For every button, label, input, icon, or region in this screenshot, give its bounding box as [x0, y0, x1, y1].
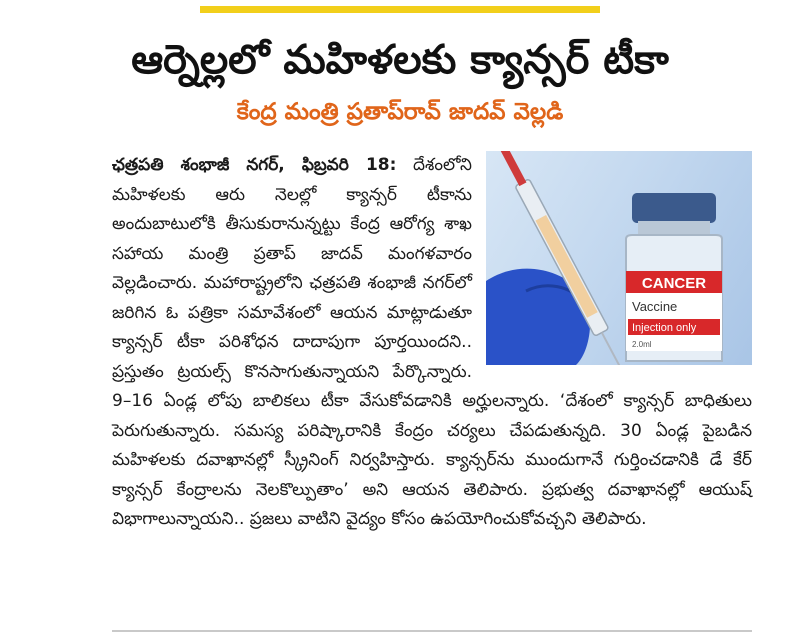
dateline: ఛత్రపతి శంభాజీ నగర్, ఫిబ్రవరి 18: — [112, 155, 397, 175]
label-injection: Injection only — [632, 322, 697, 334]
vial-icon — [626, 193, 722, 361]
article-paragraph: దేశంలోని మహిళలకు ఆరు నెలల్లో క్యాన్సర్ టీకాను అందుబాటులోకి తీసుకురానున్నట్టు కేంద్ర ఆరోగ్య శాఖ సహాయ మంత్రి ప్రతాప్ జాదవ్ మంగళవారం వెల్లడించారు. మహారాష్ట్రలోని ఛత్రపతి శంభాజీ నగర్‌లో జరిగిన ఓ పత్రికా సమావేశంలో ఆయన మాట్లాడుతూ క్యాన్సర్ టీకా పరిశోధన దాదాపుగా పూర్తయిందని.. ప్రస్తుతం ట్రయల్స్ కొనసాగుతున్నాయని పేర్కొన్నారు. 9–16 ఏండ్ల లోపు బాలికలు టీకా వేసుకోవడానికి అర్హులన్నారు. ‘దేశంలో క్యాన్సర్ బాధితులు పెరుగుతున్నారు. సమస్య పరిష్కారానికి కేంద్రం చర్యలు చేపడుతున్నది. 30 ఏండ్ల పైబడిన మహిళలకు దవాఖానల్లో స్క్రీనింగ్ నిర్వహిస్తారు. క్యాన్సర్‌ను ముందుగానే గుర్తించడానికి డే కేర్ క్యాన్సర్ కేంద్రాలను నెలకొల్పుతాం’ అని ఆయన తెలిపారు. ప్రభుత్వ దవాఖానల్లో ఆయుష్ విభాగాలున్నాయని.. ప్రజలు వాటిని వైద్యం కోసం ఉపయోగించుకోవచ్చని తెలిపారు. — [112, 155, 752, 529]
article-body — [112, 151, 752, 621]
vaccine-photo — [486, 151, 752, 365]
label-volume: 2.0ml — [632, 340, 652, 349]
vaccine-illustration — [486, 151, 752, 365]
headline: ఆర్నెల్లలో మహిళలకు క్యాన్సర్ టీకా — [131, 37, 669, 83]
subheadline: కేంద్ర మంత్రి ప్రతాప్‌రావ్ జాదవ్ వెల్లడి — [236, 99, 564, 125]
label-title: CANCER — [641, 275, 707, 292]
label-vaccine: Vaccine — [632, 299, 678, 314]
bottom-divider — [112, 630, 752, 632]
top-accent-rule — [200, 6, 600, 13]
